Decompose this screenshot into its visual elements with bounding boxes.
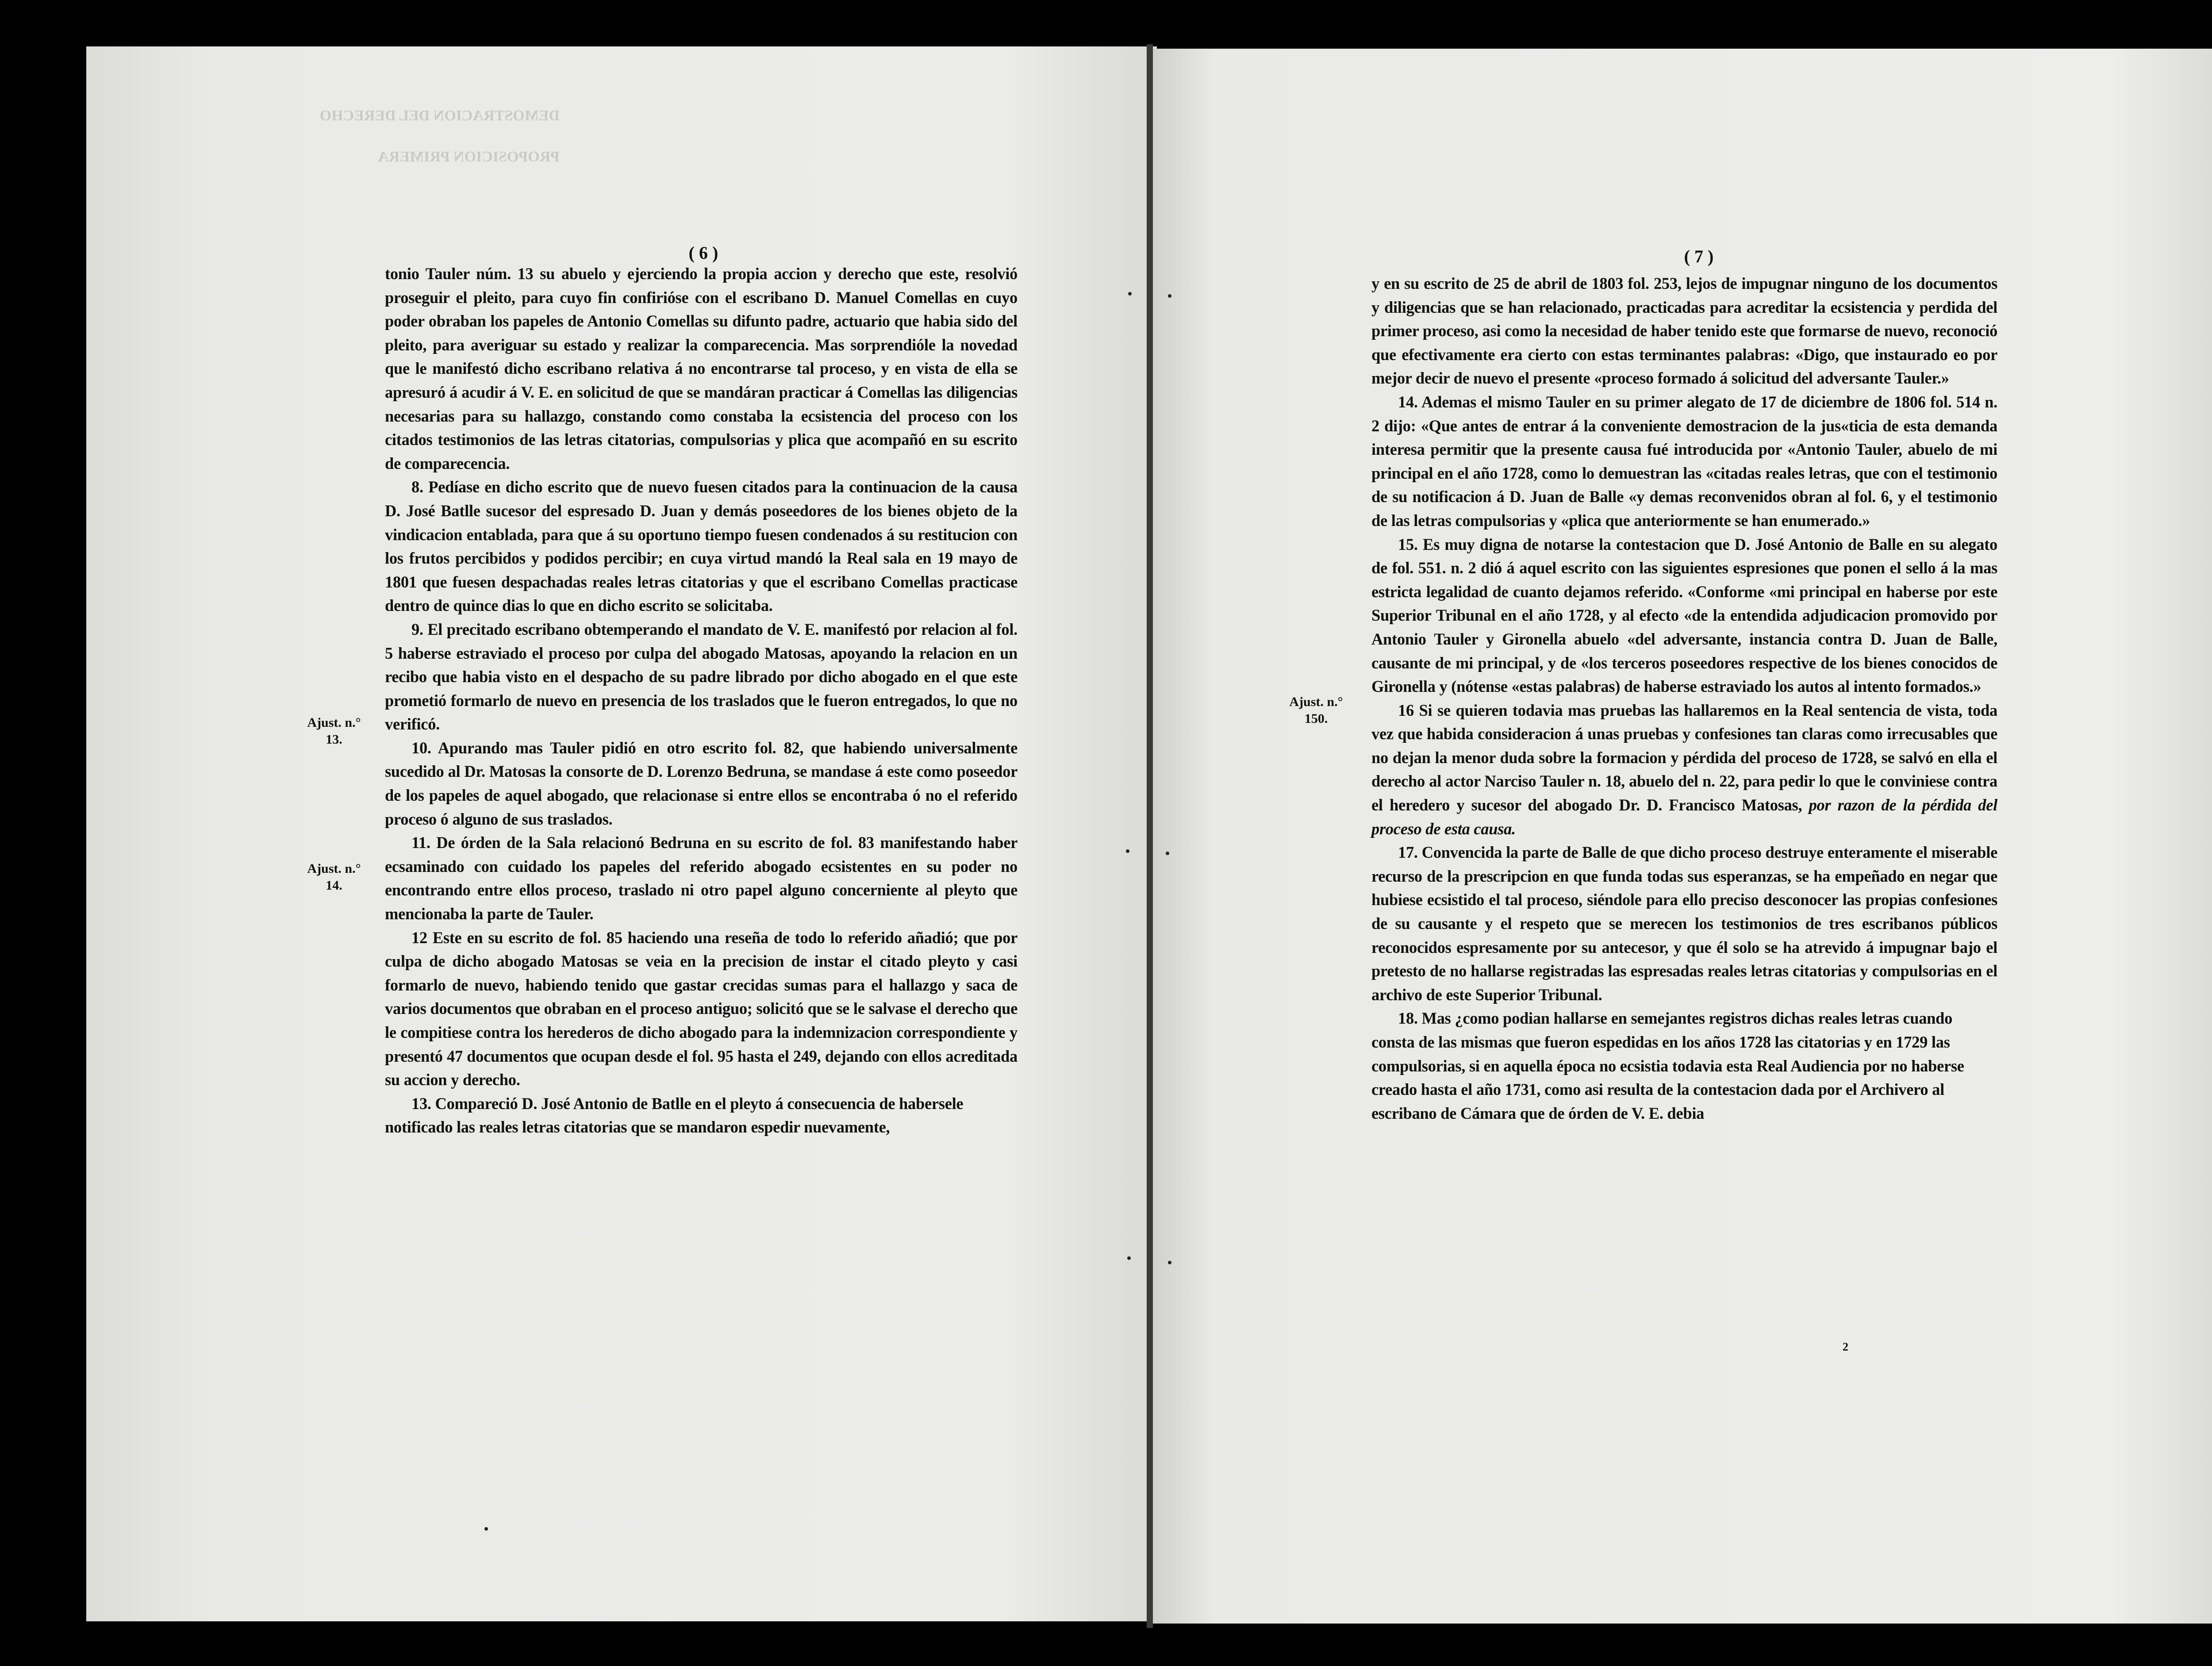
folio-right: ( 7 )	[1684, 246, 1714, 266]
signature-mark: 2	[1843, 1340, 1848, 1353]
ink-speck	[484, 1527, 488, 1531]
paragraph: 9. El precitado escribano obtemperando el mandato de V. E. manifestó por relacion al fol. 5 haberse estraviado el proceso por culpa del abogado Matosas, apoyando la relacion en un recibo que habia visto en el despacho de su padre librado por dicho abogado en el que este prometió formarlo de nuevo en presencia de los traslados que le fueron entregados, lo que no verificó.	[385, 620, 1018, 733]
ink-speck	[1168, 294, 1171, 298]
right-text-column	[1371, 272, 1997, 1125]
paragraph: 16 Si se quieren todavia mas pruebas las hallaremos en la Real sentencia de vista, toda vez que habida consideracion á unas pruebas y confesiones tan claras como irrecusables que no dejan la menor duda sobre la formacion y pérdida del proceso de 1728, se salvó en ella el derecho al actor Narciso Tauler n. 18, abuelo del n. 22, para pedir lo que le conviniese contra el heredero y sucesor del abogado Dr. D. Francisco Matosas, por razon de la pérdida del proceso de esta causa.	[1371, 701, 1997, 838]
left-text-column	[385, 262, 1018, 1139]
italic-phrase: por razon de la pérdida del proceso de esta causa.	[1371, 796, 1997, 838]
ink-speck	[1168, 1261, 1171, 1264]
paragraph: 8. Pedíase en dicho escrito que de nuevo fuesen citados para la continuacion de la causa D. José Batlle sucesor del espresado D. Juan y demás poseedores de los bienes objeto de la vindicacion entablada, para que á su oportuno tiempo fuesen condenados á su restitucion con los frutos percibidos y podidos percibir; en cuya virtud mandó la Real sala en 19 mayo de 1801 que fuesen despachadas reales letras citatorias y que el escribano Comellas practicase dentro de quince dias lo que en dicho escrito se solicitaba.	[385, 478, 1018, 615]
paragraph: 17. Convencida la parte de Balle de que dicho proceso destruye enteramente el miserable recurso de la prescripcion en que funda todas sus esperanzas, se ha empeñado en negar que hubiese ecsistido el tal proceso, siéndole para ello preciso desconocer las propias confesiones de su causante y el respeto que se merecen los testimonios de tres escribanos públicos reconocidos espresamente por su antecesor, y que él solo se ha atrevido á impugnar bajo el pretesto de no hallarse registradas las espresadas reales letras citatorias y compulsorias en el archivo de este Superior Tribunal.	[1371, 843, 1997, 1004]
paragraph: 14. Ademas el mismo Tauler en su primer alegato de 17 de diciembre de 1806 fol. 514 n. 2 dijo: «Que antes de entrar á la conveniente demostracion de la jus«ticia de esta demanda interesa permitir que la presente causa fué introducida por «Antonio Tauler, abuelo de mi principal en el año 1728, como lo demuestran las «citadas reales letras, que con el testimonio de su notificacion á D. Juan de Balle «y demas reconvenidos obran al fol. 6, y el testimonio de las letras compulsorias y «plica que anteriormente se han enumerado.»	[1371, 392, 1997, 530]
ink-speck	[1128, 292, 1132, 296]
book-spine	[1147, 44, 1153, 1628]
margin-note-ajust-13: Ajust. n.° 13.	[307, 715, 361, 747]
margin-note-ajust-14: Ajust. n.° 14.	[307, 861, 361, 893]
folio-left: ( 6 )	[688, 243, 718, 263]
ink-speck	[1126, 849, 1129, 853]
ink-speck	[1166, 852, 1169, 855]
margin-note-ajust-150: Ajust. n.° 150.	[1289, 695, 1343, 726]
paragraph: 11. De órden de la Sala relacionó Bedruna en su escrito de fol. 83 manifestando haber ecsaminado con cuidado los papeles del referido abogado ecsistentes en su poder no encontrando entre ellos proceso, traslado ni otro papel alguno concerniente al pleyto que mencionaba la parte de Tauler.	[385, 833, 1018, 923]
paragraph: 18. Mas ¿como podian hallarse en semejantes registros dichas reales letras cuando consta de las mismas que fueron espedidas en los años 1728 las citatorias y en 1729 las compulsorias, si en aquella época no ecsistia todavia esta Real Audiencia por no haberse creado hasta el año 1731, como asi resulta de la contestacion dada por el Archivero al escribano de Cámara que de órden de V. E. debia	[1371, 1009, 1964, 1122]
paragraph: 15. Es muy digna de notarse la contestacion que D. José Antonio de Balle en su alegato de fol. 551. n. 2 dió á aquel escrito con las siguientes espresiones que ponen el sello á la mas estricta legalidad de cuanto dejamos referido. «Conforme «mi principal en haberse por este Superior Tribunal en el año 1728, y al efecto «de la entendida adjudicacion promovido por Antonio Tauler y Gironella abuelo «del adversante, instancia contra D. Juan de Balle, causante de mi principal, y de «los terceros poseedores respective de los bienes conocidos de Gironella y (nótense «estas palabras) de haberse estraviado los autos al intento formados.»	[1371, 535, 1997, 696]
ink-speck	[1127, 1256, 1131, 1260]
paragraph: y en su escrito de 25 de abril de 1803 fol. 253, lejos de impugnar ninguno de los documentos y diligencias que se han relacionado, practicadas para acreditar la ecsistencia y perdida del primer proceso, asi como la necesidad de haber tenido este que formarse de nuevo, reconoció que efectivamente era cierto con estas terminantes palabras: «Digo, que instaurado eo por mejor decir de nuevo el presente «proceso formado á solicitud del adversante Tauler.»	[1371, 274, 1997, 388]
paragraph: 10. Apurando mas Tauler pidió en otro escrito fol. 82, que habiendo universalmente sucedido al Dr. Matosas la consorte de D. Lorenzo Bedruna, se mandase á este como poseedor de los papeles de aquel abogado, que relacionase si entre ellos se encontraba ó no el referido proceso ó alguno de sus traslados.	[385, 738, 1018, 828]
paragraph: 13. Compareció D. José Antonio de Batlle en el pleyto á consecuencia de habersele notificado las reales letras citatorias que se mandaron espedir nuevamente,	[385, 1094, 964, 1136]
bleed-through-text: DEMOSTRACION DEL DERECHO PROPOSICION PRIMERA	[319, 107, 560, 165]
paragraph: 12 Este en su escrito de fol. 85 haciendo una reseña de todo lo referido añadió; que por culpa de dicho abogado Matosas se veia en la precision de instar el citado pleyto y casi formarlo de nuevo, habiendo tenido que gastar crecidas sumas para el hallazgo y saca de varios documentos que obraban en el proceso antiguo; solicitó que se le salvase el derecho que le compitiese contra los herederos de dicho abogado para la indemnizacion correspondiente y presentó 47 documentos que ocupan desde el fol. 95 hasta el 249, dejando con ellos acreditada su accion y derecho.	[385, 928, 1018, 1089]
paragraph: tonio Tauler núm. 13 su abuelo y ejerciendo la propia accion y derecho que este, resolvió proseguir el pleito, para cuyo fin confirióse con el escribano D. Manuel Comellas en cuyo poder obraban los papeles de Antonio Comellas su difunto padre, actuario que habia sido del pleito, para averiguar su estado y realizar la comparecencia. Mas sorprendióle la novedad que le manifestó dicho escribano relativa á no encontrarse tal proceso, y en vista de ella se apresuró á acudir á V. E. en solicitud de que se mandáran practicar á Comellas las diligencias necesarias para su hallazgo, constando como constaba la ecsistencia del proceso con los citados testimonios de las letras citatorias, compulsorias y plica que acompañó en su escrito de comparecencia.	[385, 265, 1018, 472]
